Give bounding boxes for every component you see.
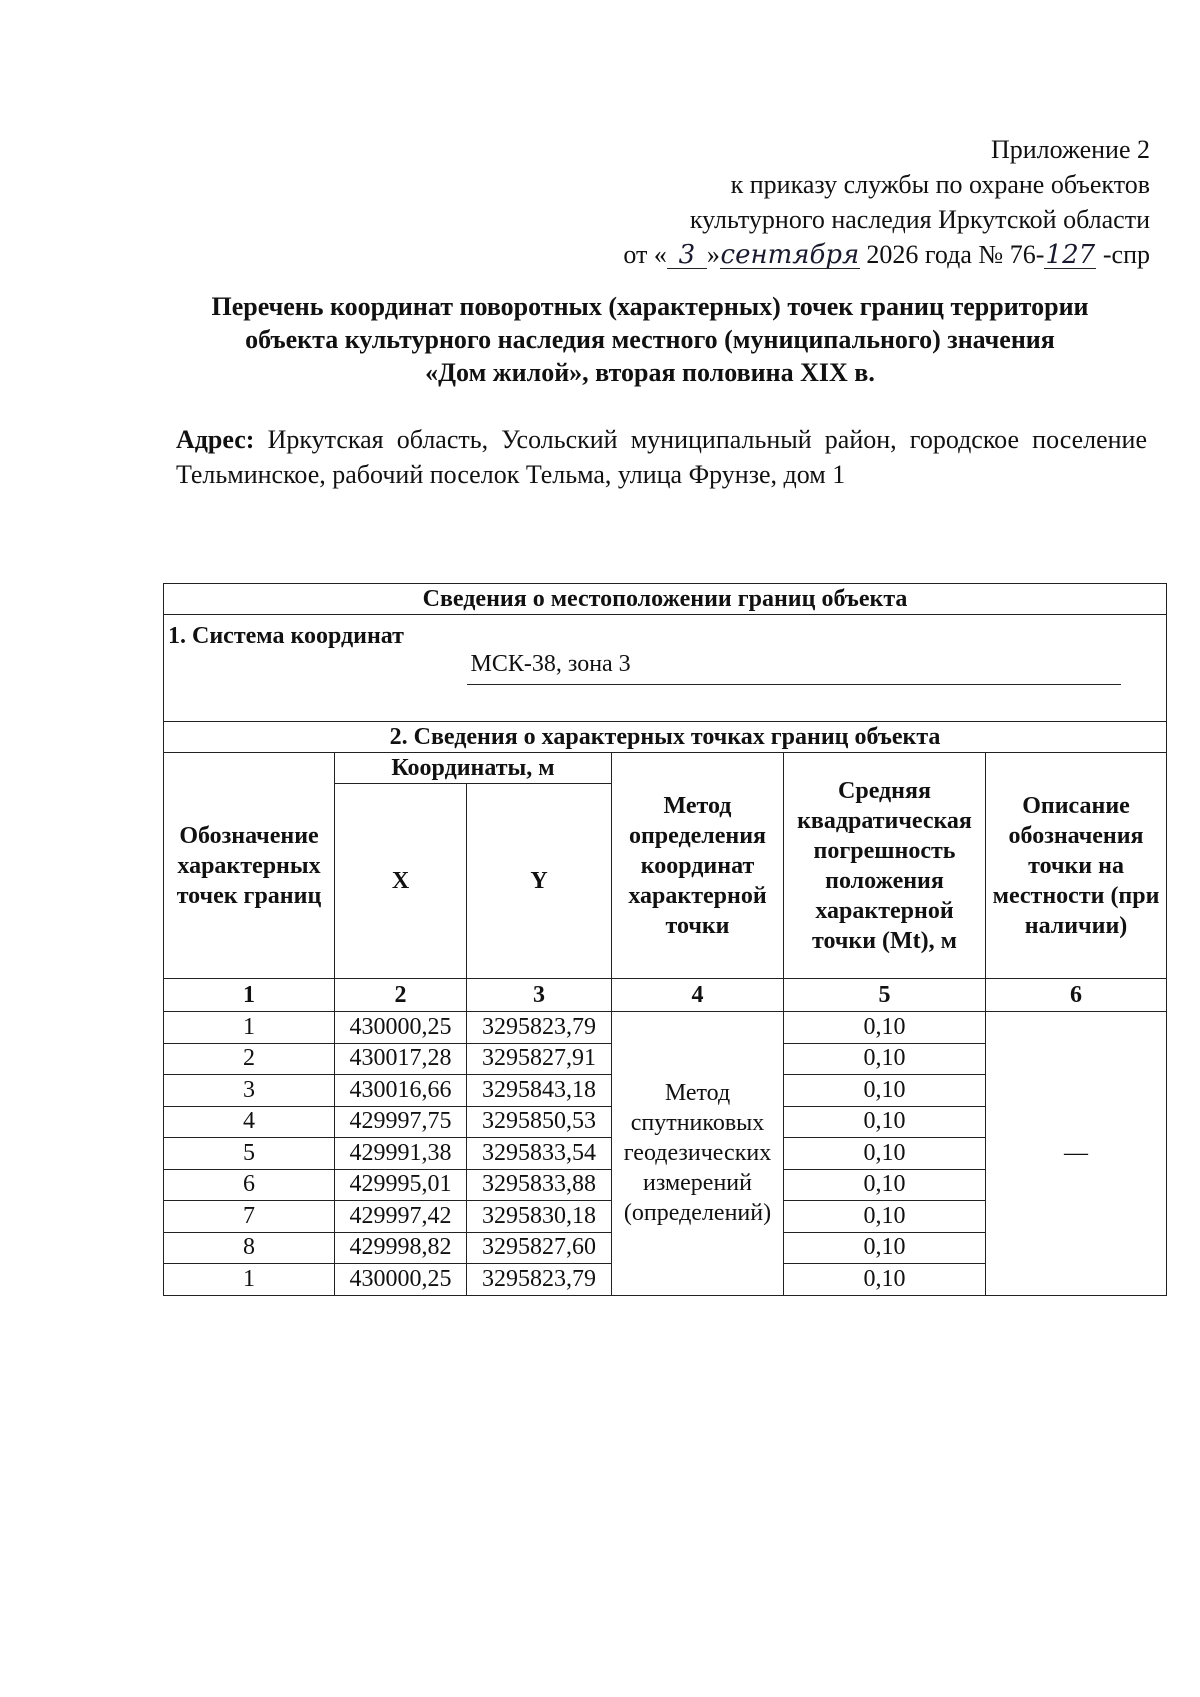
year-text: 2026 года № 76- [866, 240, 1045, 269]
point-y: 3295833,54 [467, 1138, 612, 1170]
point-x: 430016,66 [335, 1075, 467, 1107]
column-numbers-row [164, 979, 1167, 1012]
point-id: 3 [164, 1075, 335, 1107]
col-method-header: Метод определения координат характерной точки [612, 753, 784, 979]
coordinate-system-value-cell [467, 615, 1167, 722]
points-title: 2. Сведения о характерных точках границ объекта [164, 722, 1167, 753]
title-line2: объекта культурного наследия местного (муниципального) значения [245, 325, 1055, 354]
appendix-line1: Приложение 2 [990, 135, 1150, 164]
point-id: 7 [164, 1201, 335, 1233]
col-number: 3 [467, 979, 612, 1012]
handwritten-order-number: 127 [1045, 240, 1096, 270]
point-id: 6 [164, 1169, 335, 1201]
point-id: 1 [164, 1012, 335, 1044]
point-mt: 0,10 [784, 1043, 986, 1075]
point-y: 3295833,88 [467, 1169, 612, 1201]
point-id: 2 [164, 1043, 335, 1075]
col-number: 2 [335, 979, 467, 1012]
col-coords-header: Координаты, м [335, 753, 612, 784]
handwritten-month: сентября [720, 240, 860, 270]
point-y: 3295850,53 [467, 1106, 612, 1138]
point-x: 429997,42 [335, 1201, 467, 1233]
col-number: 6 [986, 979, 1167, 1012]
point-mt: 0,10 [784, 1201, 986, 1233]
section-title: Сведения о местоположении границ объекта [164, 584, 1167, 615]
order-date-line [623, 237, 1150, 272]
date-prefix: от « [623, 240, 667, 269]
col-number: 1 [164, 979, 335, 1012]
table-row [164, 1012, 1167, 1044]
point-y: 3295827,91 [467, 1043, 612, 1075]
point-y: 3295823,79 [467, 1264, 612, 1296]
point-x: 429991,38 [335, 1138, 467, 1170]
point-id: 1 [164, 1264, 335, 1296]
header-row-1 [164, 753, 1167, 784]
point-mt: 0,10 [784, 1169, 986, 1201]
order-suffix: -спр [1102, 240, 1150, 269]
point-y: 3295830,18 [467, 1201, 612, 1233]
date-mid: » [706, 240, 720, 269]
point-x: 430000,25 [335, 1012, 467, 1044]
document-title [150, 290, 1150, 389]
title-line3: «Дом жилой», вторая половина XIX в. [425, 358, 875, 387]
col-desc-header: Описание обозначения точки на местности (при наличии) [986, 753, 1167, 979]
appendix-header [623, 132, 1150, 272]
point-x: 430017,28 [335, 1043, 467, 1075]
table-section-title-row [164, 584, 1167, 615]
point-mt: 0,10 [784, 1232, 986, 1264]
points-title-row [164, 722, 1167, 753]
coordinate-system-value: МСК-38, зона 3 [467, 651, 1121, 685]
col-point-header: Обозначение характерных точек границ [164, 753, 335, 979]
point-id: 5 [164, 1138, 335, 1170]
point-mt: 0,10 [784, 1012, 986, 1044]
address-text: Иркутская область, Усольский муниципальный район, городское поселение Тельминское, рабочий поселок Тельма, улица Фрунзе, дом 1 [176, 425, 1147, 489]
title-line1: Перечень координат поворотных (характерных) точек границ территории [211, 292, 1089, 321]
point-y: 3295823,79 [467, 1012, 612, 1044]
boundary-coordinates-table [163, 583, 1167, 1296]
appendix-line2: к приказу службы по охране объектов [730, 170, 1150, 199]
point-x: 429995,01 [335, 1169, 467, 1201]
point-x: 430000,25 [335, 1264, 467, 1296]
point-mt: 0,10 [784, 1264, 986, 1296]
col-number: 5 [784, 979, 986, 1012]
col-y-header: Y [467, 784, 612, 979]
coordinate-system-row [164, 615, 1167, 722]
description-value: — [986, 1012, 1167, 1296]
point-id: 8 [164, 1232, 335, 1264]
point-x: 429998,82 [335, 1232, 467, 1264]
method-value: Метод спутниковых геодезических измерений (определений) [612, 1012, 784, 1296]
handwritten-day: 3 [667, 242, 707, 269]
appendix-line3: культурного наследия Иркутской области [689, 205, 1150, 234]
point-y: 3295827,60 [467, 1232, 612, 1264]
col-x-header: X [335, 784, 467, 979]
col-number: 4 [612, 979, 784, 1012]
point-y: 3295843,18 [467, 1075, 612, 1107]
address-block [176, 422, 1147, 492]
point-id: 4 [164, 1106, 335, 1138]
point-x: 429997,75 [335, 1106, 467, 1138]
col-error-header: Средняя квадратическая погрешность положения характерной точки (Mt), м [784, 753, 986, 979]
coordinate-system-label: 1. Система координат [164, 615, 467, 722]
point-mt: 0,10 [784, 1075, 986, 1107]
address-label: Адрес: [176, 425, 255, 454]
point-mt: 0,10 [784, 1106, 986, 1138]
point-mt: 0,10 [784, 1138, 986, 1170]
